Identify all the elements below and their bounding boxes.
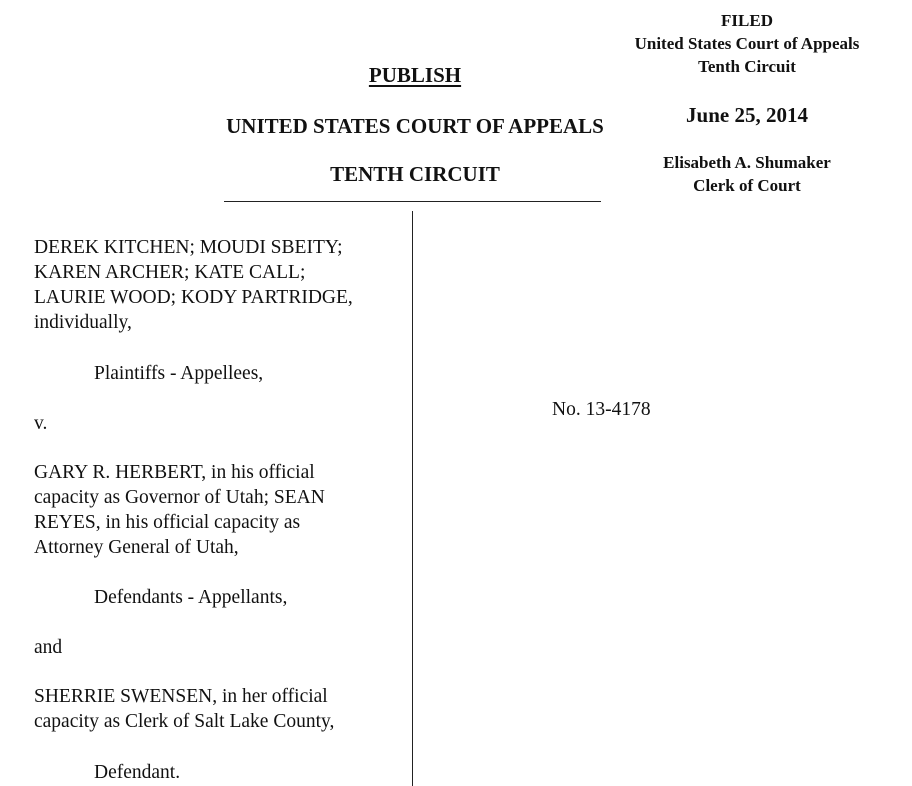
defendants-line: REYES, in his official capacity as — [34, 512, 301, 533]
stamp-circuit: Tenth Circuit — [698, 57, 796, 76]
plaintiffs-line: DEREK KITCHEN; MOUDI SBEITY; — [34, 237, 343, 258]
stamp-court: United States Court of Appeals — [634, 34, 860, 53]
other-defendant-line: SHERRIE SWENSEN, in her official — [34, 686, 328, 707]
and-text: and — [34, 637, 63, 658]
versus-text: v. — [34, 413, 48, 434]
plaintiffs-names — [34, 235, 404, 335]
stamp-clerk-title: Clerk of Court — [693, 176, 801, 195]
defendants-line: GARY R. HERBERT, in his official — [34, 462, 315, 483]
defendants-line: capacity as Governor of Utah; SEAN — [34, 487, 325, 508]
stamp-clerk — [590, 151, 904, 197]
defendants-role: Defendants - Appellants, — [94, 587, 288, 608]
stamp-date: June 25, 2014 — [686, 103, 808, 127]
horizontal-rule — [224, 201, 601, 202]
circuit-heading: TENTH CIRCUIT — [330, 162, 500, 186]
defendants-names — [34, 460, 404, 560]
publish-heading: PUBLISH — [368, 63, 462, 87]
court-heading: UNITED STATES COURT OF APPEALS — [226, 114, 604, 138]
plaintiffs-line: individually, — [34, 312, 132, 333]
case-number: No. 13-4178 — [552, 399, 651, 420]
stamp-clerk-name: Elisabeth A. Shumaker — [663, 153, 831, 172]
stamp-status: FILED — [721, 11, 773, 30]
plaintiffs-line: LAURIE WOOD; KODY PARTRIDGE, — [34, 287, 353, 308]
filed-stamp — [590, 9, 904, 78]
defendants-line: Attorney General of Utah, — [34, 537, 239, 558]
plaintiffs-line: KAREN ARCHER; KATE CALL; — [34, 262, 306, 283]
plaintiffs-role: Plaintiffs - Appellees, — [94, 363, 264, 384]
other-defendant-line: capacity as Clerk of Salt Lake County, — [34, 711, 335, 732]
caption-divider-line — [412, 211, 413, 786]
other-defendant-names — [34, 684, 404, 734]
other-defendant-role: Defendant. — [94, 762, 181, 783]
